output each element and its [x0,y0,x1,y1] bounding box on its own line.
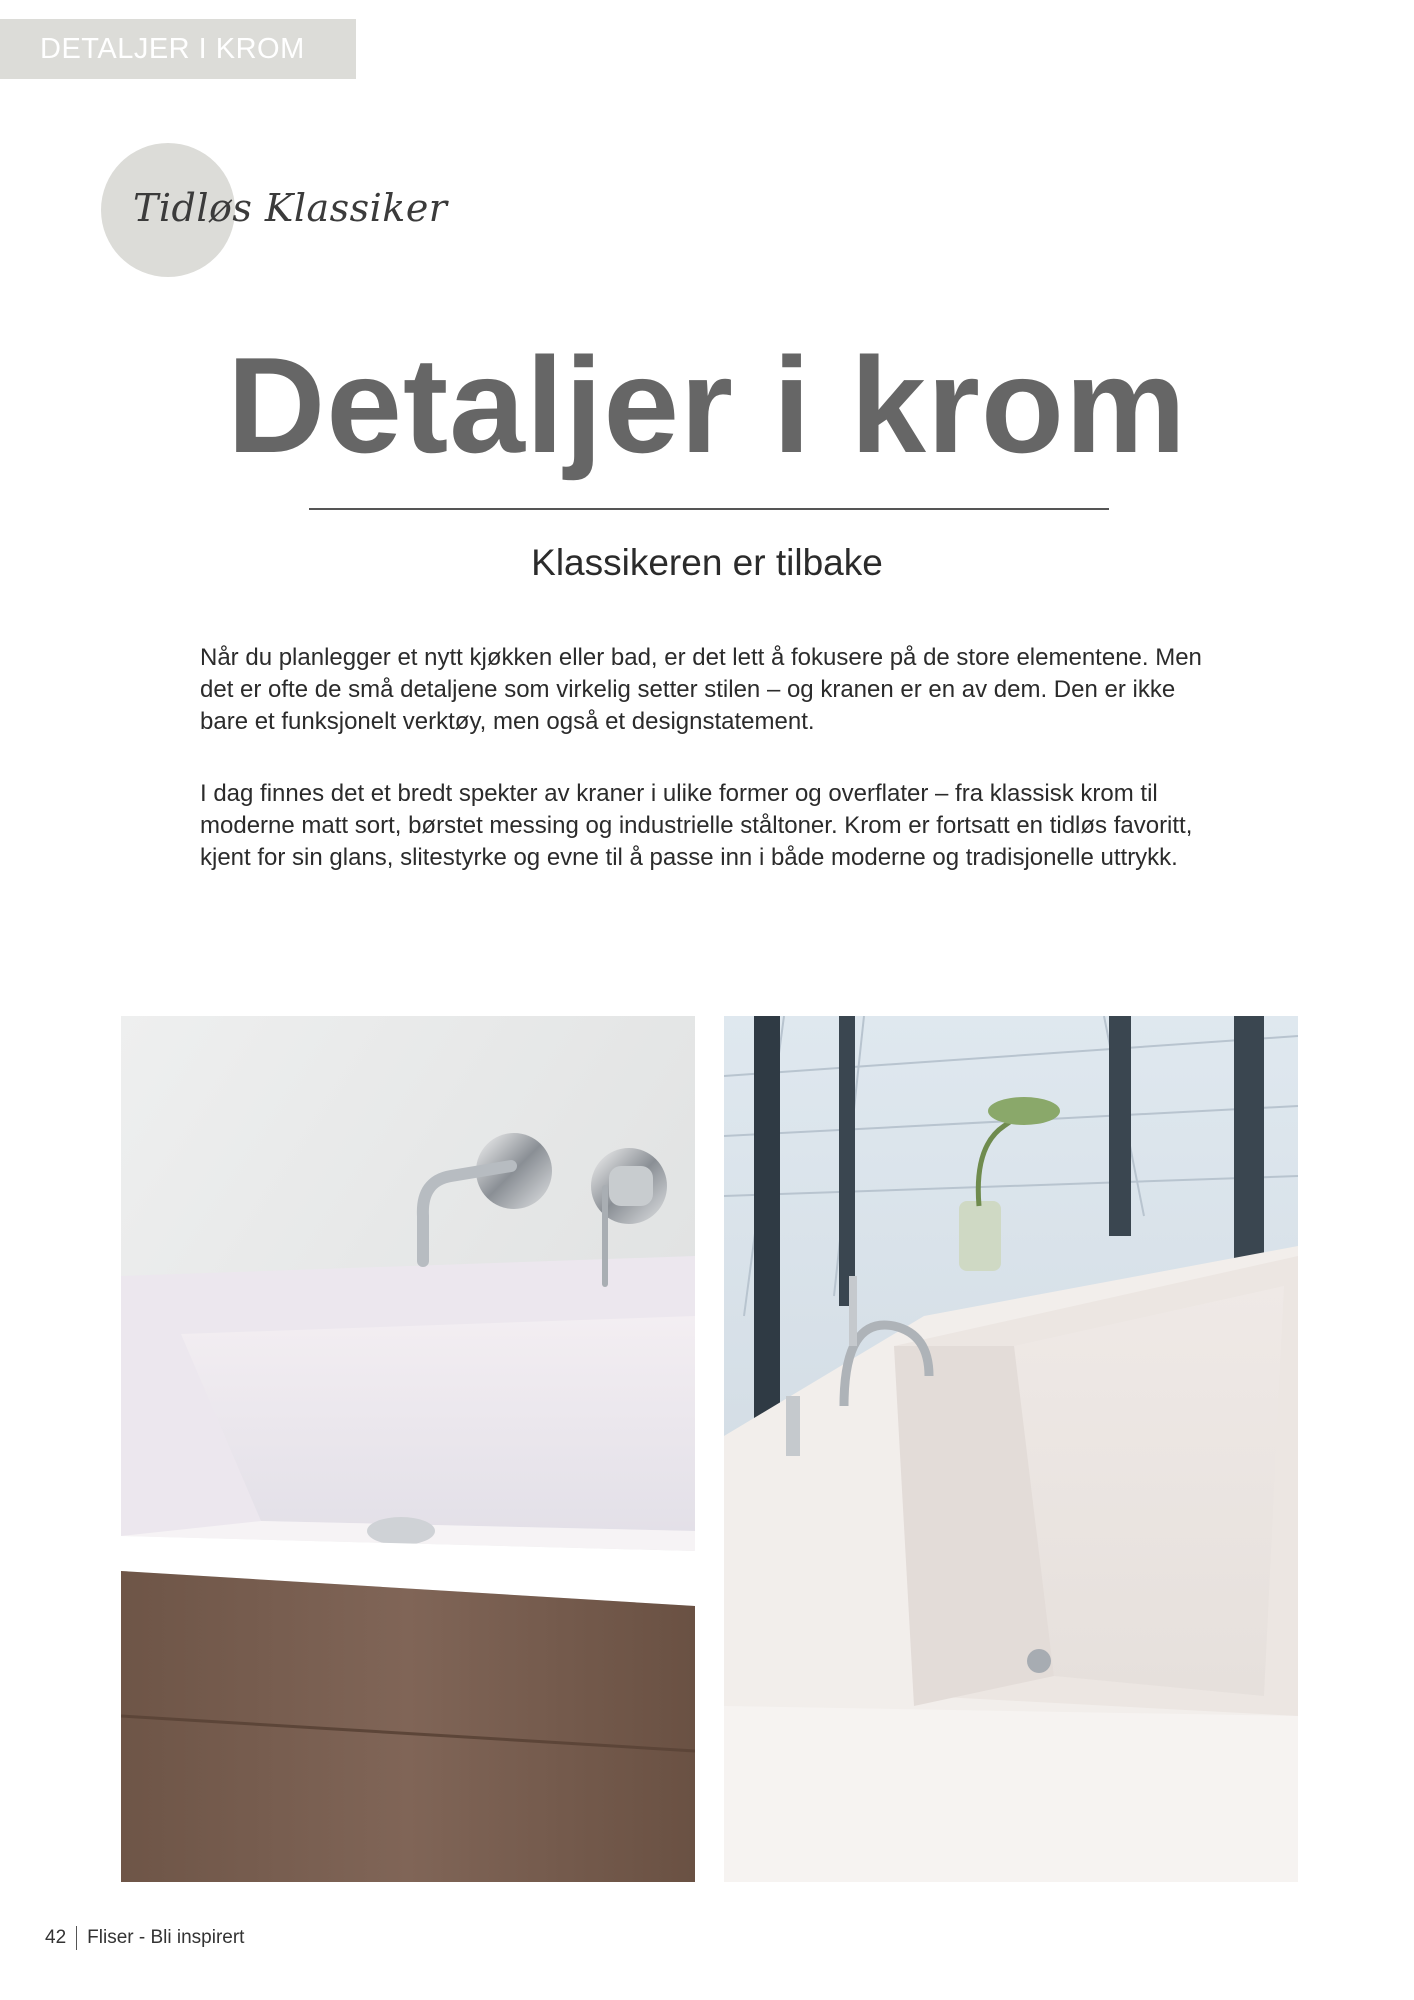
publication-name: Fliser - Bli inspirert [87,1927,245,1948]
page-subtitle: Klassikeren er tilbake [531,542,883,583]
intro-paragraph: Når du planlegger et nytt kjøkken eller bad, er det lett å fokusere på de store elementene. Men det er ofte de små detaljene som virkelig setter stilen – og kranen er en av dem. Den er ikke bare et funksjonelt verktøy, men også et designstatement. [200,644,1202,735]
sink-faucet-photo [121,1016,695,1882]
footer [45,1924,244,1952]
page-title: Detaljer i krom [227,329,1187,481]
section-tab: DETALJER I KROM [0,19,356,79]
bathtub-photo [724,1016,1298,1882]
badge-text: Tidløs Klassiker [133,186,448,230]
page-number: 42 [45,1927,67,1948]
body-paragraph: I dag finnes det et bredt spekter av kraner i ulike former og overflater – fra klassisk krom til moderne matt sort, børstet messing og industrielle ståltoner. Krom er fortsatt en tidløs favoritt, kjent for sin glans, slitestyrke og evne til å passe inn i både moderne og tradisjonelle uttrykk. [200,780,1193,871]
title-divider [309,508,1109,510]
footer-separator [76,1926,77,1950]
